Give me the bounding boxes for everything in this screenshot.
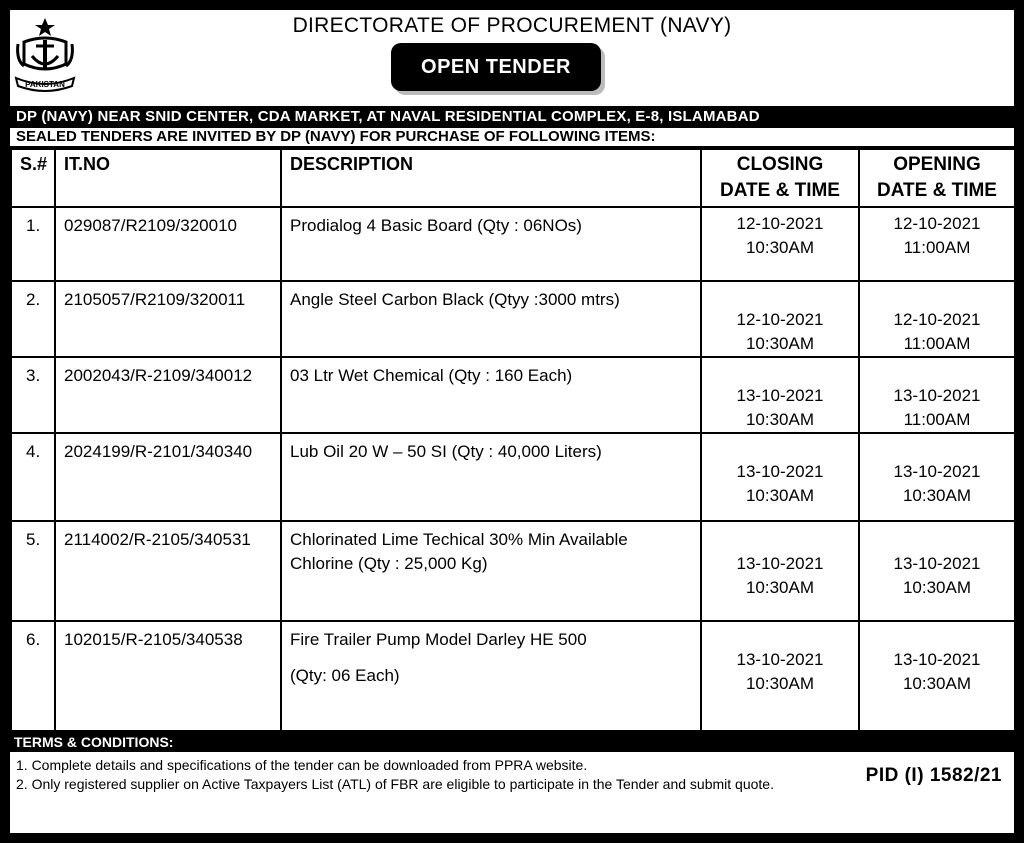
closing-label: CLOSING [736,154,824,175]
intro-text: SEALED TENDERS ARE INVITED BY DP (NAVY) FOR PURCHASE OF FOLLOWING ITEMS: [10,128,1014,148]
row-sn: 2. [11,281,55,357]
row-description [281,207,701,281]
closing-date: 12-10-2021 [736,310,824,329]
opening-time: 11:00AM [903,238,971,257]
opening-time: 11:00AM [903,410,971,429]
tender-notice [10,10,1014,833]
col-header-closing [701,149,859,207]
open-tender-badge: OPEN TENDER [391,43,601,91]
row-description-line: 03 Ltr Wet Chemical (Qty : 160 Each) [290,366,573,385]
terms-heading: TERMS & CONDITIONS: [10,732,1014,752]
closing-time: 10:30AM [745,486,815,505]
closing-time: 10:30AM [745,674,815,693]
terms-list [10,752,1014,816]
row-opening [859,433,1014,521]
row-opening [859,521,1014,621]
address-bar: DP (NAVY) NEAR SNID CENTER, CDA MARKET, AT NAVAL RESIDENTIAL COMPLEX, E-8, ISLAMABAD [10,106,1014,128]
page-title: DIRECTORATE OF PROCUREMENT (NAVY) [292,14,732,37]
row-closing [701,621,859,731]
row-opening [859,357,1014,433]
closing-date: 12-10-2021 [736,214,824,233]
opening-time: 10:30AM [902,578,972,597]
row-closing [701,521,859,621]
row-itno: 2105057/R2109/320011 [55,281,281,357]
col-header-sn: S.# [11,149,55,207]
row-description [281,433,701,521]
row-itno: 029087/R2109/320010 [55,207,281,281]
row-description-line: Lub Oil 20 W – 50 SI (Qty : 40,000 Liters) [290,442,602,461]
row-sn: 3. [11,357,55,433]
row-description [281,281,701,357]
row-description-line: Prodialog 4 Basic Board (Qty : 06NOs) [290,216,582,235]
table-row [11,621,1014,731]
closing-time: 10:30AM [745,334,815,353]
closing-date: 13-10-2021 [736,386,824,405]
row-description-line: Angle Steel Carbon Black (Qtyy :3000 mtrs) [290,290,620,309]
row-description [281,621,701,731]
row-closing [701,207,859,281]
table-row [11,357,1014,433]
opening-label: OPENING [893,154,981,175]
row-sn: 5. [11,521,55,621]
opening-time: 10:30AM [902,674,972,693]
closing-date: 13-10-2021 [736,462,824,481]
row-opening [859,281,1014,357]
opening-date: 13-10-2021 [893,462,981,481]
row-itno: 102015/R-2105/340538 [55,621,281,731]
table-row [11,281,1014,357]
row-description-line: Chlorine (Qty : 25,000 Kg) [290,554,488,573]
pid-number: PID (I) 1582/21 [865,765,1002,786]
closing-time: 10:30AM [745,238,815,257]
row-itno: 2024199/R-2101/340340 [55,433,281,521]
tender-table [10,148,1014,732]
row-description-line: Chlorinated Lime Techical 30% Min Available [290,530,628,549]
opening-date: 13-10-2021 [893,650,981,669]
opening-time: 11:00AM [903,334,971,353]
row-description-line: Fire Trailer Pump Model Darley HE 500 [290,630,587,649]
notice-header [10,10,1014,106]
opening-date: 13-10-2021 [893,386,981,405]
col-header-itno: IT.NO [55,149,281,207]
opening-date: 12-10-2021 [893,214,981,233]
terms-item: 2. Only registered supplier on Active Taxpayers List (ATL) of FBR are eligible to participate in the Tender and submit quote. [16,776,774,792]
closing-sub-label: DATE & TIME [720,180,840,201]
closing-time: 10:30AM [745,578,815,597]
table-row [11,433,1014,521]
row-closing [701,281,859,357]
row-description [281,521,701,621]
row-itno: 2114002/R-2105/340531 [55,521,281,621]
closing-date: 13-10-2021 [736,650,824,669]
opening-date: 13-10-2021 [893,554,981,573]
row-closing [701,357,859,433]
row-sn: 1. [11,207,55,281]
terms-item: 1. Complete details and specifications of the tender can be downloaded from PPRA website. [16,757,588,773]
col-header-description: DESCRIPTION [281,149,701,207]
row-itno: 2002043/R-2109/340012 [55,357,281,433]
table-header-row [11,149,1014,207]
row-description-line: (Qty: 06 Each) [290,666,400,685]
row-closing [701,433,859,521]
closing-date: 13-10-2021 [736,554,824,573]
closing-time: 10:30AM [745,410,815,429]
row-opening [859,621,1014,731]
row-sn: 6. [11,621,55,731]
table-row [11,207,1014,281]
opening-time: 10:30AM [902,486,972,505]
row-sn: 4. [11,433,55,521]
table-row [11,521,1014,621]
opening-sub-label: DATE & TIME [877,180,997,201]
logo-text: PAKISTAN [25,80,65,89]
col-header-opening [859,149,1014,207]
row-opening [859,207,1014,281]
row-description [281,357,701,433]
opening-date: 12-10-2021 [893,310,981,329]
